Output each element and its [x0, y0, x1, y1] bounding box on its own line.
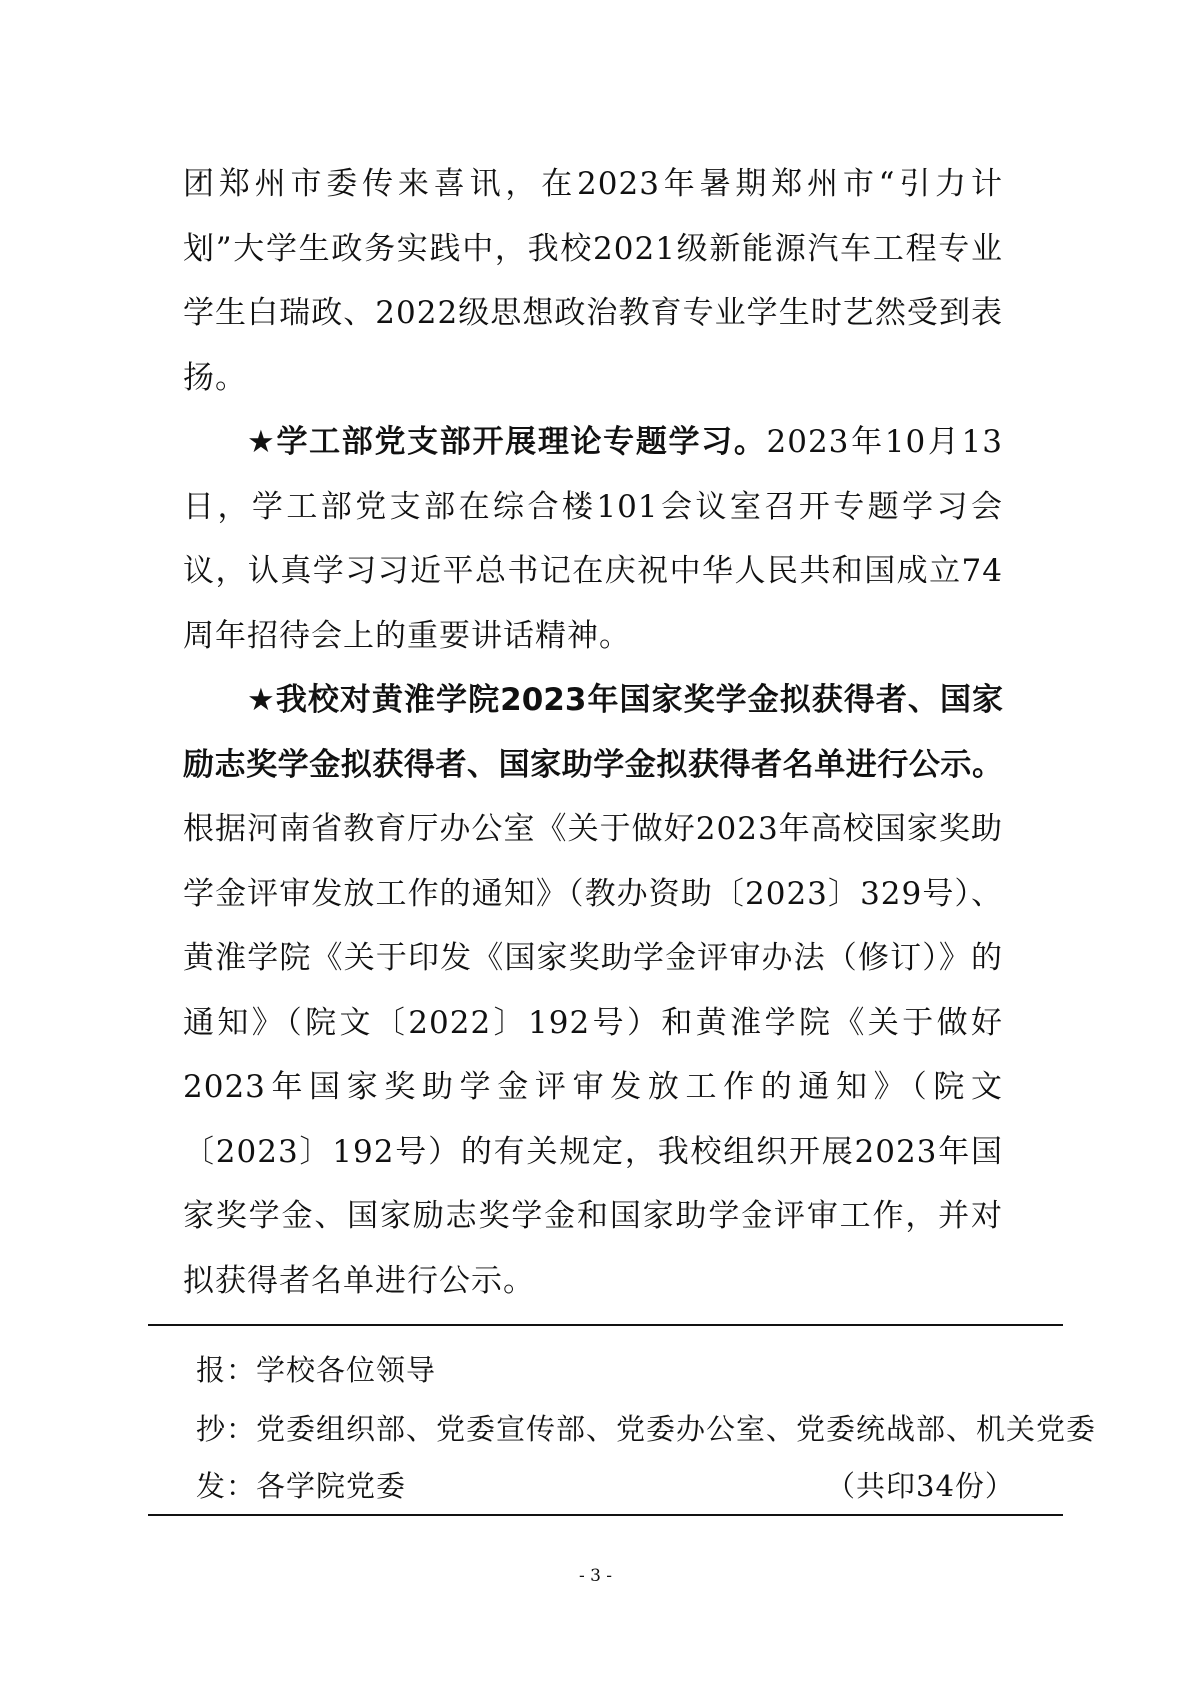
paragraph-text: 2023年10月13日，学工部党支部在综合楼101会议室召开专题学习会议，认真学习习近平总书记在庆祝中华人民共和国成立74周年招待会上的重要讲话精神。	[183, 424, 1003, 654]
body-text	[183, 152, 1003, 1313]
distribution-box	[148, 1324, 1097, 1516]
distribution-copy: 抄：党委组织部、党委宣传部、党委办公室、党委统战部、机关党委	[196, 1412, 1097, 1446]
paragraph-party-branch-study	[183, 410, 1003, 668]
paragraph-scholarship-notice	[183, 668, 1003, 1313]
distribution-report: 报：学校各位领导	[196, 1353, 437, 1387]
distribution-issue: 发：各学院党委	[196, 1469, 407, 1503]
print-copies: （共印34份）	[826, 1469, 1015, 1503]
paragraph-text: 根据河南省教育厅办公室《关于做好2023年高校国家奖助学金评审发放工作的通知》（教办资助〔2023〕329号）、黄淮学院《关于印发《国家奖助学金评审办法（修订）》的通知》（院文〔2022〕192号）和黄淮学院《关于做好2023年国家奖助学金评审发放工作的通知》（院文〔2023〕192号）的有关规定，我校组织开展2023年国家奖学金、国家励志奖学金和国家助学金评审工作，并对拟获得者名单进行公示。	[183, 811, 1003, 1299]
paragraph-heading: ★学工部党支部开展理论专题学习。	[247, 424, 767, 460]
paragraph-youth-league-praise	[183, 152, 1003, 410]
paragraph-heading: ★我校对黄淮学院2023年国家奖学金拟获得者、国家励志奖学金拟获得者、国家助学金拟获得者名单进行公示。	[183, 682, 1003, 783]
paragraph-text: 团郑州市委传来喜讯，在2023年暑期郑州市“引力计划”大学生政务实践中，我校2021级新能源汽车工程专业学生白瑞政、2022级思想政治教育专业学生时艺然受到表扬。	[183, 166, 1003, 396]
page-number: - 3 -	[578, 1566, 613, 1586]
distribution-issue-row	[196, 1466, 1061, 1506]
